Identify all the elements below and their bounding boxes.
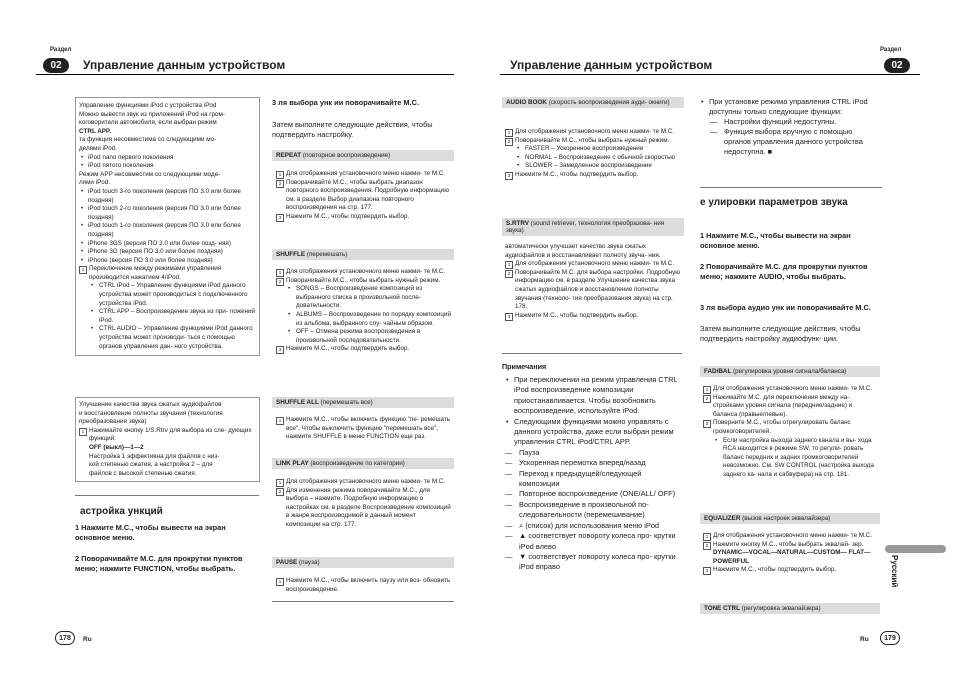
step-item [276,345,452,354]
srtrv-intro: автоматически улучшает качество звука сжатых аудиофайлов и восстанавливает полноту звуча- ния. [505,243,661,259]
step-number-icon: 1 [703,533,711,541]
step-item [505,171,681,180]
header-label: AUDIO BOOK [506,99,547,106]
step-item [505,128,681,137]
step-text: Для отображения установочного меню нажми- те M.C. [713,532,873,539]
step-number-icon: 2 [276,488,284,496]
repeat-header [272,150,454,161]
divider [700,187,882,188]
step-item [505,312,681,321]
list-item: • CTRL iPod – Управление функциями iPod данного устройства может производиться с подключенного устройства iPod. [79,282,256,308]
list-item: • iPod touch 1-го поколения (версия ПО 3.0 или более поздняя) [79,222,256,239]
step-text: Нажмите M.C., чтобы подтвердить выбор. [515,170,639,178]
link-play-steps [276,478,452,530]
tone-ctrl-header [700,603,880,614]
list-item: • iPhone 3G (версия ПО 3.0 или более поздняя) [79,248,256,257]
dash-item: — Функция выбора вручную с помощью органов управления данного устройства недоступна. ■ [710,127,880,157]
audio-book-header [502,97,684,108]
step-text: Поворачивайте M.C., чтобы выбрать диапазон повторного воспроизведения. Подробную информацию см. в разделе Выбор диапазона повторного воспроизведения на стр. 177. [286,178,449,212]
list-item: • NORMAL – Воспроизведение с обычной скоростью [505,154,681,163]
step-number-icon: 1 [505,261,513,269]
header-note: (повторное воспроизведение) [302,152,391,159]
step-text: Для отображения установочного меню нажми- те M.C. [286,268,446,275]
text-line: файлов с высокой степенью сжатия. [89,469,197,477]
language-side-label: Русский [890,555,899,588]
header-note: (перемешать) [306,251,348,258]
step-number-icon: 2 [505,138,513,146]
dash-item: — Переход к предыдущей/следующей композиции [505,469,683,490]
dash-text: (список) для использования меню iPod [525,520,660,530]
header-label: PAUSE [276,559,298,566]
text-line: OFF (выкл)—1—2 [89,443,144,451]
step-number-icon: 2 [703,542,711,550]
list-item: • CTRL APP – Воспроизведение звука из при- ложений iPod. [79,308,256,325]
list-item: • SLOWER – Замедленное воспроизведение [505,162,681,171]
header-note: (sound retriever, технология преобразова- ния звука) [506,220,665,234]
step-text: Переключение между режимами управления производится нажатием 4/iPod. [89,265,222,281]
step-number-icon: 3 [703,567,711,575]
step-number-icon: 1 [505,129,513,137]
header-note: (вызов настроек эквалайзера) [742,515,831,522]
step-number-icon: 3 [703,420,711,428]
step-number-icon: 1 [276,479,284,487]
text-line: преобразования звука) [79,418,147,426]
header-label: SHUFFLE [276,251,306,258]
header-note: (регулировка уровня сигнала/баланса) [733,368,847,375]
header-note: (воспроизведение по категории) [310,460,405,467]
intro-text: Затем выполните следующие действия, чтобы подтвердить настройку. [272,120,433,139]
function-settings-heading: астройка ункций [80,506,163,517]
header-label: SHUFFLE ALL [276,399,319,406]
step-text: Поворачивайте M.C., чтобы выбрать нужный режим. [286,276,441,284]
step-text: Поверните M.C., чтобы отрегулировать баланс громкоговорителей. [713,419,851,435]
step-item [276,179,452,213]
list-item: • iPod пятого поколения [79,162,256,171]
list-menu-icon: ⌕ [519,520,526,530]
dash-item: — Пауза [505,448,683,458]
header-note: (регулировка эквалайзера) [741,605,821,612]
list-item: • ALBUMS – Воспроизведение по порядку композиций из альбома, выбранного слу- чайным образом. [276,311,452,328]
list-item: • iPod touch 3-го поколения (версия ПО 3.0 или более поздняя) [79,188,256,205]
text-line: Можно вывести звук из приложений iPod на гром- [79,110,225,118]
razdel-label-right: Раздел [880,47,902,53]
text-line: коговорители автомобиля, если выбран режим [79,119,217,127]
step-item [703,394,878,420]
step-number-icon: 1 [276,417,284,425]
step-number-icon: 1 [276,171,284,179]
header-label: EQUALIZER [704,515,741,522]
dash-item [505,521,683,531]
page-title-left: Управление данным устройством [83,58,286,72]
step-number-icon: 1 [276,578,284,586]
header-note: (перемешать все) [320,399,373,406]
pause-header [272,557,454,568]
page-number-right: 179 [880,631,900,645]
step-text: Для отображения установочного меню нажми- те M.C. [286,170,446,177]
srtrv-header [502,218,684,236]
note-item: • При переключении на режим управления CTRL iPod воспроизведение композиции приостанавливается. Чтобы возобновить воспроизведение, используйте iPod. [505,375,683,417]
srtrv-steps [505,243,681,320]
step-number-icon: 3 [505,172,513,180]
step-number-icon: 1 [703,386,711,394]
list-item: • iPod nano первого поколения [79,154,256,163]
link-play-header [272,458,454,469]
dash-item: — Повторное воспроизведение (ONE/ALL/ OFF) [505,489,683,499]
note-item: • Следующими функциями можно управлять с данного устройства, даже если выбран режим управления CTRL iPod/CTRL APP. [505,417,683,448]
text-line: кой степенью сжатия, а настройка 2 – для [89,461,213,469]
step-number-icon: 3 [276,214,284,222]
step-2: 2 Поворачивайте M.C. для прокрутки пунктов меню; нажмите AUDIO, чтобы выбрать. [700,262,868,281]
text-line: CTRL APP. [79,127,112,135]
step-item [505,260,681,269]
text-line: Улучшение качества звука сжатых аудиофайлов [79,401,222,408]
section-number-left: 02 [43,58,69,73]
sound-retriever-box [75,397,260,482]
step-text: Для изменения режима поворачивайте M.C., для выбора – нажмите. Подробную информацию о настройках см. в разделе Воспроизведение композиций в жанре воспроизводимой в данный момент композиции на стр. 177. [286,486,451,528]
text-line: лями iPod. [79,179,111,187]
step-item [276,577,452,594]
equalizer-header [700,513,880,524]
step-text: Поворачивайте M.C., чтобы выбрать нужный режим. [515,136,670,144]
dash-item: — ▲ соответствует повороту колеса про- крутки iPod влево [505,531,683,552]
header-label: REPEAT [276,152,302,159]
step-number-icon: 2 [276,180,284,188]
list-item: • SONGS – Воспроизведение композиций из выбранного списка в произвольной после- довательности. [276,285,452,311]
repeat-steps [276,170,452,222]
list-item: • Если настройка выхода заднего канала и вы- хода RCA находится в режиме SW, то регули- ровать баланс передних и задних громкоговорителей невозможно. См. SW CONTROL (настройка выхода заднего ка- нала и сабвуфера) на стр. 181. [703,437,878,480]
step-item [703,532,878,541]
language-code-left: Ru [83,636,92,643]
step-text: Нажмите M.C., чтобы подтвердить выбор. [286,345,410,353]
step-item [703,419,878,436]
step-item [276,478,452,487]
step-item [79,427,256,444]
list-item: • iPod touch 2-го поколения (версия ПО 3.0 или более поздняя) [79,205,256,222]
list-item: • iPhone 3GS (версия ПО 3.0 или более позд- няя) [79,240,256,249]
step-text: Для отображения установочного меню нажми- те M.C. [515,260,675,268]
step-text: Нажмите M.C., чтобы подтвердить выбор. [515,311,639,319]
note-item: • При установке режима управления CTRL iPod доступны только следующие функции: [700,97,880,117]
step-item [703,385,878,394]
page-title-right: Управление данным устройством [510,58,713,72]
step-text: Нажмите M.C., чтобы подтвердить выбор. [713,566,837,574]
page-number-left: 178 [55,631,75,645]
step-number-icon: 2 [505,270,513,278]
step-number-icon: 3 [276,346,284,354]
text-line: Настройка 1 эффективна для файлов с низ- [89,452,220,460]
dash-item: — Воспроизведение в произвольной по- следовательности (перемешивание) [505,500,683,521]
step-text: Нажимайте M.C. для переключения между на- стройками уровня сигнала (передние/задние) и баланса (правые/левые). [713,393,853,418]
fad-bal-header [700,366,880,377]
divider [502,353,682,354]
step-text: Нажмите M.C., чтобы подтвердить выбор. [286,212,410,220]
text-line: Управление функциями iPod с устройства iPod [79,102,217,109]
razdel-label-left: Раздел [50,47,72,53]
step-text: Для отображения установочного меню нажми- те M.C. [515,128,675,135]
shuffle-steps [276,268,452,354]
audio-settings-heading: е улировки параметров звука [700,197,848,208]
header-label: LINK PLAY [276,460,309,467]
step-text: Нажмите кнопку M.C., чтобы выбрать эквалай- зер. [713,540,864,548]
ipod-control-box [75,97,260,356]
divider [272,601,454,602]
audio-book-steps [505,128,681,180]
step-text: Нажмите M.C., чтобы включить паузу или воз- обновить воспроизведение. [286,577,451,593]
notes-list [505,375,683,573]
step-item [276,268,452,277]
step-number-icon: 2 [276,278,284,286]
equalizer-options: DYNAMIC—VOCAL—NATURAL—CUSTOM— FLAT—POWERFUL [713,549,871,565]
step-number-icon: 1 [276,269,284,277]
header-label: FAD/BAL [704,368,732,375]
step-text: Для отображения установочного меню нажми- те M.C. [713,385,873,392]
step-number-icon: 2 [703,395,711,403]
pause-steps [276,577,452,594]
header-note: (пауза) [298,559,320,566]
list-item: • CTRL AUDIO – Управление функциями iPod данного устройства может производи- ться с помощью органов управления дан- ного устройства. [79,325,256,351]
step-item [703,566,878,575]
step-item [276,170,452,179]
list-item: • OFF – Отмена режима воспроизведения в произвольной последовательности. [276,328,452,345]
list-item: • iPhone (версия ПО 3.0 или более поздняя) [79,257,256,266]
step-item [276,487,452,530]
step-1: 1 Нажмите M.C., чтобы вывести на экран основное меню. [75,523,226,542]
header-note: (скорость воспроизведения ауди- окниги) [548,99,670,106]
text-line: делями iPod. [79,144,117,152]
notes-heading: Примечания [502,362,547,371]
step-item [79,265,256,282]
dash-item: — Ускоренная перемотка вперед/назад [505,458,683,468]
list-item: • FASTER – Ускоренное воспроизведение [505,145,681,154]
step-text: Для отображения установочного меню нажми- те M.C. [286,478,446,485]
fad-bal-steps [703,385,878,480]
equalizer-steps [703,532,878,575]
ctrl-ipod-note [700,97,880,157]
shuffle-all-steps [276,416,452,442]
shuffle-all-header [272,397,454,408]
text-line: та функция несовместима со следующими мо- [79,136,217,144]
step-2: 2 Поворачивайте M.C. для прокрутки пунктов меню; нажмите FUNCTION, чтобы выбрать. [75,554,243,573]
step-item [505,137,681,146]
step-item [703,541,878,550]
step-3: 3 ля выбора унк ии поворачивайте M.C. [272,98,420,107]
text-line: и восстановление полноты звучания (технология [79,409,223,417]
dash-item: — ▼ соответствует повороту колеса про- крутки iPod вправо [505,552,683,573]
step-item [276,213,452,222]
divider [75,495,259,496]
text-line: Режим APP несовместим со следующими моде- [79,170,221,178]
step-number-icon: 3 [505,313,513,321]
step-text: Нажмите M.C., чтобы включить функцию "пе- ремешать все". Чтобы выключить функцию "перемешать все", нажмите SHUFFLE в меню FUNCTION еще раз. [286,416,451,441]
step-item [276,416,452,442]
intro-text: Затем выполните следующие действия, чтобы подтвердить настройку аудиофунк- ции. [700,324,861,343]
step-text: Поворачивайте M.C. для выбора настройки. Подробную информацию см. в разделе Улучшение качества звука сжатых аудиофайлов и восстановление полноты звучания (техноло- гия преобразования звука) на стр. 178. [515,268,680,311]
step-number-icon: 1 [79,428,87,436]
step-text: Нажимайте кнопку 1/S.Rtrv для выбора из сле- дующих функций: [89,426,252,443]
step-1: 1 Нажмите M.C., чтобы вывести на экран основное меню. [700,231,851,250]
step-item [276,277,452,286]
header-label: TONE CTRL [704,605,740,612]
section-number-right: 02 [884,58,910,73]
shuffle-header [272,249,454,260]
dash-item: — Настройки функций недоступны. [710,117,880,127]
step-item [505,269,681,312]
side-tab [885,545,946,553]
header-label: S.RTRV [506,220,529,227]
step-3: 3 ля выбора аудио унк ии поворачивайте M.C. [700,303,871,312]
step-number-icon: 1 [79,266,87,274]
language-code-right: Ru [860,636,869,643]
